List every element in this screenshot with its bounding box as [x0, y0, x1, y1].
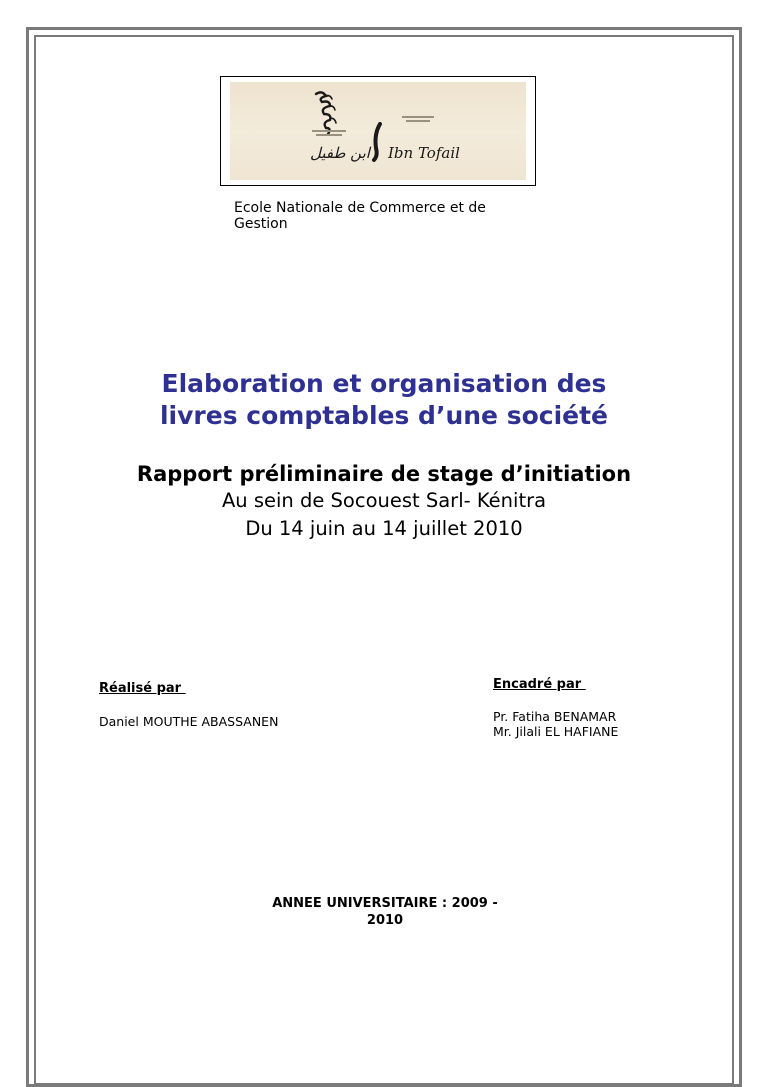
academic-year: [245, 895, 525, 929]
svg-text:Ibn Tofail: Ibn Tofail: [388, 144, 460, 162]
academic-year-line-2: 2010: [366, 913, 404, 928]
logo-image: [230, 82, 526, 180]
supervisors-label: Encadré par: [493, 677, 586, 692]
supervisor-name-1: Pr. Fatiha BENAMAR: [493, 709, 617, 724]
university-logo: [220, 76, 536, 186]
main-title-line-1: Elaboration et organisation des: [161, 369, 607, 398]
authors-label: Réalisé par: [99, 681, 186, 696]
main-title: [84, 368, 684, 432]
company-line: Au sein de Socouest Sarl- Kénitra: [221, 489, 547, 512]
dates-line: Du 14 juin au 14 juillet 2010: [245, 517, 523, 540]
school-name: Ecole Nationale de Commerce et de Gestion: [234, 200, 486, 232]
academic-year-line-1: ANNEE UNIVERSITAIRE : 2009 -: [272, 896, 498, 911]
main-title-line-2: livres comptables d’une société: [159, 401, 609, 430]
ibn-tofail-logo-icon: [230, 82, 526, 180]
supervisor-name-2: Mr. Jilali EL HAFIANE: [493, 724, 619, 739]
report-subtitle: Rapport préliminaire de stage d’initiation: [136, 462, 632, 486]
svg-text:ابن طفيل: ابن طفيل: [310, 144, 370, 162]
author-name: Daniel MOUTHE ABASSANEN: [99, 714, 279, 729]
